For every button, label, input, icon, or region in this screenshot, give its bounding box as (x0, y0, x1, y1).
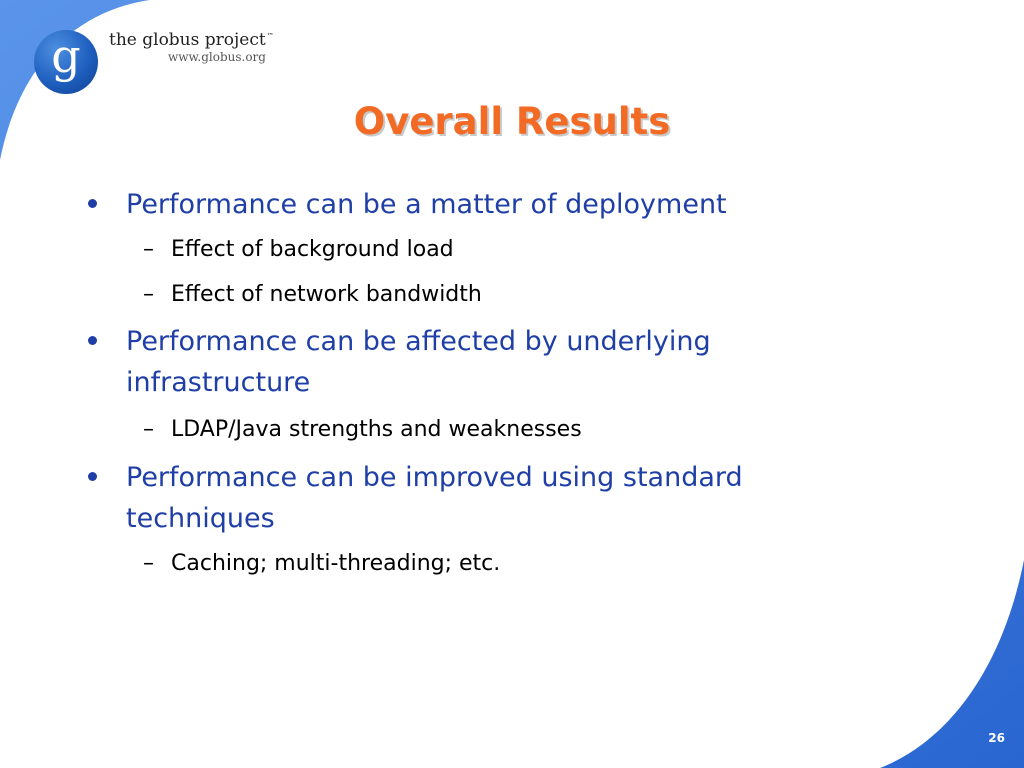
dash-icon: – (143, 551, 154, 576)
logo-name-text: the globus project (109, 30, 266, 50)
bullet-dot-icon (88, 472, 97, 481)
bullet-text: Performance can be improved using standard (126, 462, 743, 493)
bullet-dot-icon (88, 199, 97, 208)
sub-bullet-text: Effect of background load (171, 237, 454, 262)
bullet-continuation (126, 362, 310, 403)
bullet-item (126, 457, 743, 498)
dash-icon: – (143, 282, 154, 307)
sub-bullet-item (143, 548, 500, 580)
bullet-item (126, 184, 727, 225)
globus-logo-url: www.globus.org (168, 50, 266, 64)
sub-bullet-text: LDAP/Java strengths and weaknesses (171, 417, 582, 442)
sub-bullet-text: Caching; multi-threading; etc. (171, 551, 501, 576)
sub-bullet-item (143, 279, 482, 311)
trademark-mark: ™ (266, 32, 274, 41)
slide-title: Overall Results (353, 100, 671, 143)
bullet-text-continued: infrastructure (126, 367, 311, 398)
bullet-continuation (126, 498, 275, 539)
bullet-text-continued: techniques (126, 503, 275, 534)
sub-bullet-text: Effect of network bandwidth (171, 282, 482, 307)
page-number: 26 (988, 731, 1005, 745)
bullet-dot-icon (88, 336, 97, 345)
bullet-item (126, 321, 711, 362)
globus-logo-letter: g (51, 29, 81, 83)
bullet-text: Performance can be a matter of deployment (126, 189, 727, 220)
bullet-text: Performance can be affected by underlying (126, 326, 711, 357)
sub-bullet-item (143, 234, 454, 266)
sub-bullet-item (143, 414, 582, 446)
dash-icon: – (143, 237, 154, 262)
dash-icon: – (143, 417, 154, 442)
